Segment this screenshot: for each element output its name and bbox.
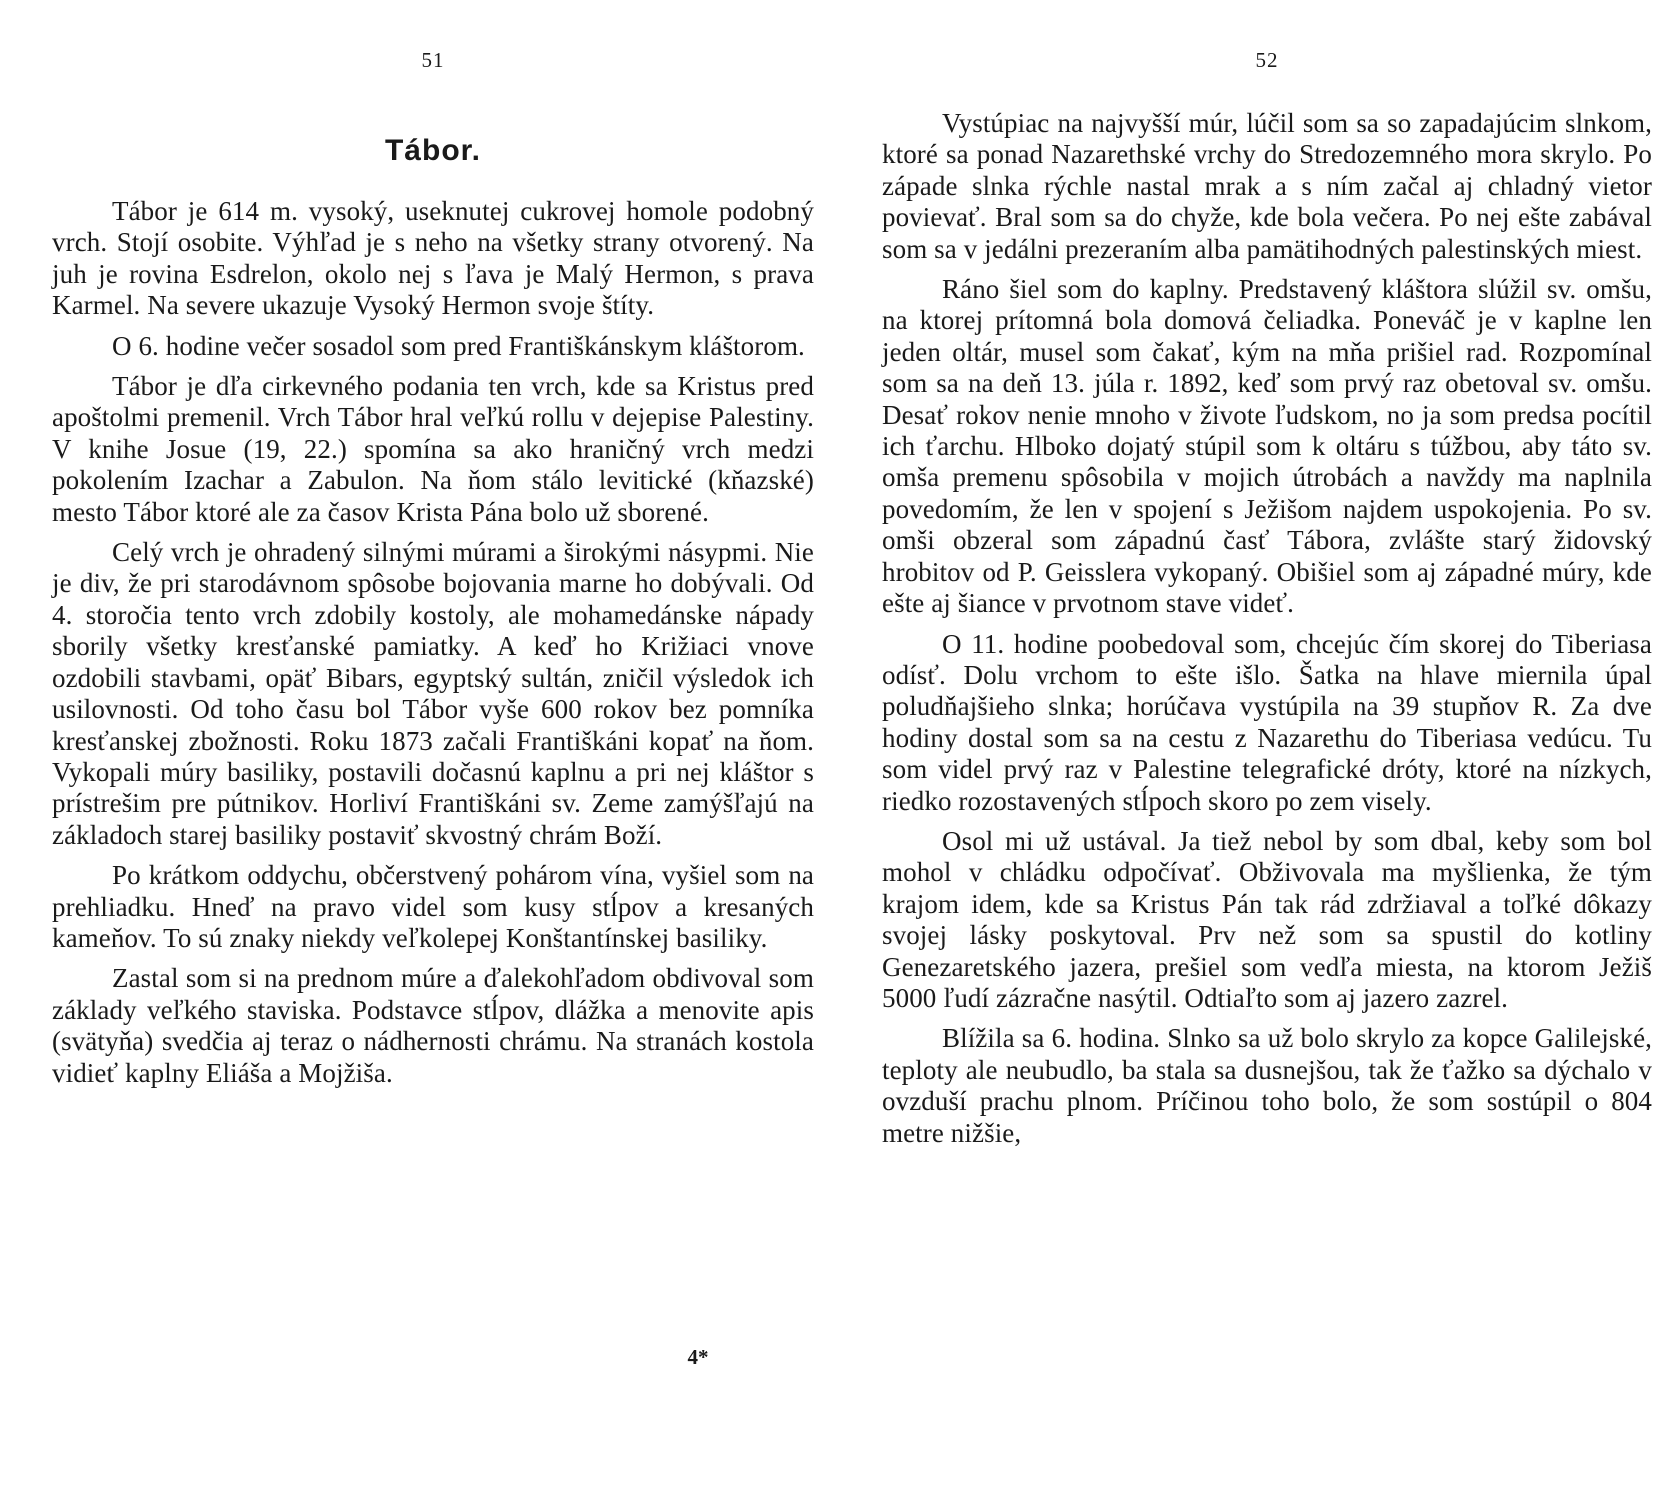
paragraph: Ráno šiel som do kaplny. Predstavený kláštora slúžil sv. omšu, na ktorej prítomná bola domová čeliadka. Poneváč je v kaplne len jeden oltár, musel som čakať, kým na mňa prišiel rad. Rozpomínal som sa na deň 13. júla r. 1892, keď som prvý raz obetoval sv. omšu. Desať rokov nenie mnoho v živote ľudskom, no ja som predsa pocítil ich ťarchu. Hlboko dojatý stúpil som k oltáru s túžbou, aby táto sv. omša premenu spôsobila v mojich útrobách a navždy ma naplnila povedomím, že len v spojení s Ježišom najdem uspokojenia. Po sv. omši obzeral som západnú časť Tábora, zvlášte starý židovský hrobitov od P. Geisslera vykopaný. Obišiel som aj západné múry, kde ešte aj šiance v prvotnom stave videť. <box>882 274 1652 619</box>
paragraph: Po krátkom oddychu, občerstvený pohárom vína, vyšiel som na prehliadku. Hneď na pravo videl som kusy stĺpov a kresaných kameňov. To sú znaky niekdy veľkolepej Konštantínskej basiliky. <box>52 860 814 953</box>
paragraph: Osol mi už ustával. Ja tiež nebol by som dbal, keby som bol mohol v chládku odpočívať. Obživovala ma myšlienka, že tým krajom idem, kde sa Kristus Pán tak rád zdržiaval a toľké dôkazy svojej lásky poskytoval. Prv než som sa spustil do kotliny Genezaretského jazera, prešiel som vedľa miesta, na ktorom Ježiš 5000 ľudí zázračne nasýtil. Odtiaľto som aj jazero zazrel. <box>882 825 1652 1013</box>
signature-mark: 4* <box>687 1345 709 1369</box>
page-number: 51 <box>421 48 445 72</box>
paragraph: Vystúpiac na najvyšší múr, lúčil som sa so zapadajúcim slnkom, ktoré sa ponad Nazarethské vrchy do Stredozemného mora skrylo. Po západe slnka rýchle nastal mrak a s ním začal aj chladný vietor povievať. Bral som sa do chyže, kde bola večera. Po nej ešte zabával som sa v jedálni prezeraním alba pamätihodných palestinských miest. <box>882 108 1652 264</box>
paragraph: O 11. hodine poobedoval som, chcejúc čím skorej do Tiberiasa odísť. Dolu vrchom to ešte išlo. Šatka na hlave miernila úpal poludňajšieho slnka; horúčava vystúpila na 39 stupňov R. Za dve hodiny dostal som sa na cestu z Nazarethu do Tiberiasa vedúcu. Tu som videl prvý raz v Palestine telegrafické dróty, ktoré na nízkych, riedko rozostavených stĺpoch skoro po zem visely. <box>882 628 1652 816</box>
paragraph: Blížila sa 6. hodina. Slnko sa už bolo skrylo za kopce Galilejské, teploty ale neubudlo, ba stala sa dusnejšou, tak že ťažko sa dýchalo v ovzduší prachu plnom. Príčinou toho bolo, že som sostúpil o 804 metre nižšie, <box>882 1023 1652 1148</box>
paragraph: Tábor je 614 m. vysoký, useknutej cukrovej homole podobný vrch. Stojí osobite. Výhľad je s neho na všetky strany otvorený. Na juh je rovina Esdrelon, okolo nej s ľava je Malý Hermon, s prava Karmel. Na severe ukazuje Vysoký Hermon svoje štíty. <box>52 196 814 321</box>
chapter-title: Tábor. <box>384 134 481 167</box>
paragraph: Tábor je dľa cirkevného podania ten vrch, kde sa Kristus pred apoštolmi premenil. Vrch Tábor hral veľkú rollu v dejepise Palestiny. V knihe Josue (19, 22.) spomína sa ako hraničný vrch medzi pokolením Izachar a Zabulon. Na ňom stálo levitické (kňazské) mesto Tábor ktoré ale za časov Krista Pána bolo už sborené. <box>52 371 814 527</box>
paragraph: O 6. hodine večer sosadol som pred Františkánskym kláštorom. <box>112 330 805 361</box>
paragraph: Celý vrch je ohradený silnými múrami a širokými násypmi. Nie je div, že pri starodávnom spôsobe bojovania marne ho dobývali. Od 4. storočia tento vrch zdobily kostoly, ale mohamedánske nápady sborily všetky kresťanské pamiatky. A keď ho Križiaci vnove ozdobili stavbami, opäť Bibars, egyptský sultán, zničil výsledok ich usilovnosti. Od toho času bol Tábor vyše 600 rokov bez pomníka kresťanskej zbožnosti. Roku 1873 začali Františkáni kopať na ňom. Vykopali múry basiliky, postavili dočasnú kaplnu a pri nej kláštor s prístrešim pre pútnikov. Horliví Františkáni sv. Zeme zamýšľajú na základoch starej basiliky postaviť skvostný chrám Boží. <box>52 537 814 850</box>
paragraph: Zastal som si na prednom múre a ďalekohľadom obdivoval som základy veľkého staviska. Podstavce stĺpov, dlážka a menovite apis (svätyňa) svedčia aj teraz o nádhernosti chrámu. Na stranách kostola vidieť kaplny Eliáša a Mojžiša. <box>52 963 814 1088</box>
body-text <box>882 108 1652 1158</box>
page-number: 52 <box>1255 48 1279 72</box>
body-text <box>52 196 814 1098</box>
